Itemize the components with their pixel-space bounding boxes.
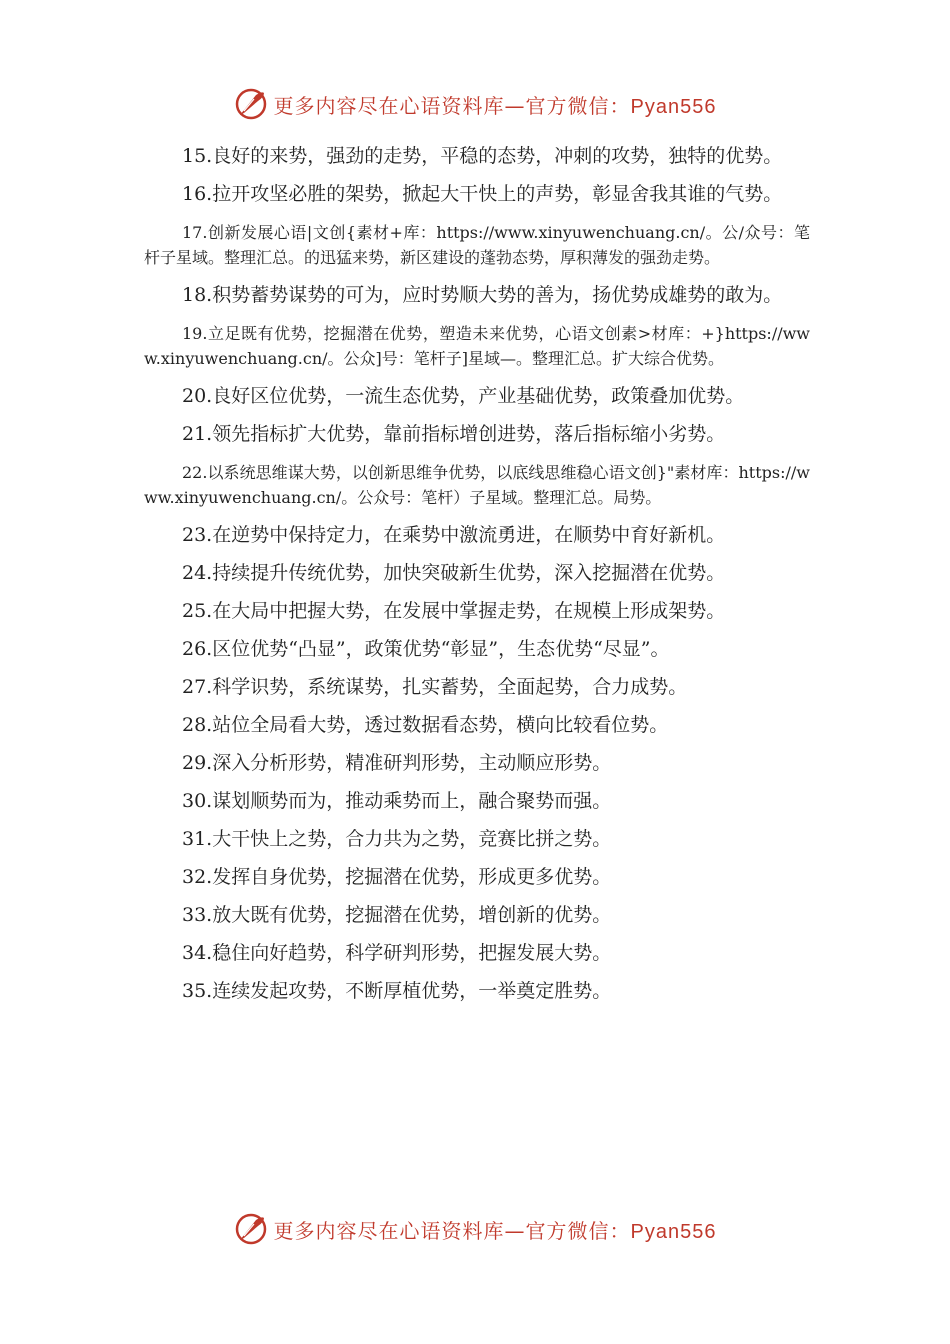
- footer-banner: [0, 1207, 950, 1251]
- footer-banner-text: 更多内容尽在心语资料库—官方微信：Pyan556: [273, 1218, 717, 1243]
- paragraph-33: 33.放大既有优势，挖掘潜在优势，增创新的优势。: [182, 904, 612, 926]
- paragraph-18: 18.积势蓄势谋势的可为，应时势顺大势的善为，扬优势成雄势的敢为。: [182, 284, 783, 306]
- quill-pen-logo-icon: [234, 87, 268, 121]
- paragraph-27: 27.科学识势，系统谋势，扎实蓄势，全面起势，合力成势。: [182, 676, 688, 698]
- paragraph-19: 19.立足既有优势，挖掘潜在优势，塑造未来优势，心语文创素>材库：+}https://www.xinyuwenchuang.cn/。公众]号：笔杆子]星域—。整理汇总。扩大综合优势。: [144, 324, 810, 368]
- paragraph-24: 24.持续提升传统优势，加快突破新生优势，深入挖掘潜在优势。: [182, 562, 726, 584]
- header-banner-text: 更多内容尽在心语资料库—官方微信：Pyan556: [273, 93, 717, 118]
- paragraph-17: 17.创新发展心语|文创{素材+库：https://www.xinyuwenchuang.cn/。公/众号：笔杆子星域。整理汇总。的迅猛来势，新区建设的蓬勃态势，厚积薄发的强劲走势。: [144, 223, 810, 267]
- paragraph-15: 15.良好的来势，强劲的走势，平稳的态势，冲刺的攻势，独特的优势。: [182, 145, 783, 167]
- paragraph-25: 25.在大局中把握大势，在发展中掌握走势，在规模上形成架势。: [182, 600, 726, 622]
- paragraph-26: 26.区位优势“凸显”，政策优势“彰显”，生态优势“尽显”。: [182, 638, 670, 660]
- paragraph-20: 20.良好区位优势，一流生态优势，产业基础优势，政策叠加优势。: [182, 385, 745, 407]
- paragraph-31: 31.大干快上之势，合力共为之势，竞赛比拼之势。: [182, 828, 612, 850]
- paragraph-30: 30.谋划顺势而为，推动乘势而上，融合聚势而强。: [182, 790, 612, 812]
- document-body: [144, 144, 810, 1017]
- footer-wechat-id: Pyan556: [630, 1220, 717, 1243]
- paragraph-34: 34.稳住向好趋势，科学研判形势，把握发展大势。: [182, 942, 612, 964]
- header-banner: [0, 82, 950, 126]
- paragraph-29: 29.深入分析形势，精准研判形势，主动顺应形势。: [182, 752, 612, 774]
- paragraph-28: 28.站位全局看大势，透过数据看态势，横向比较看位势。: [182, 714, 669, 736]
- paragraph-22: 22.以系统思维谋大势，以创新思维争优势，以底线思维稳心语文创}"素材库：https://www.xinyuwenchuang.cn/。公众号：笔杆）子星域。整理汇总。局势。: [144, 463, 810, 507]
- paragraph-35: 35.连续发起攻势，不断厚植优势，一举奠定胜势。: [182, 980, 612, 1002]
- paragraph-16: 16.拉开攻坚必胜的架势，掀起大干快上的声势，彰显舍我其谁的气势。: [182, 183, 783, 205]
- paragraph-32: 32.发挥自身优势，挖掘潜在优势，形成更多优势。: [182, 866, 612, 888]
- paragraph-21: 21.领先指标扩大优势，靠前指标增创进势，落后指标缩小劣势。: [182, 423, 726, 445]
- header-wechat-id: Pyan556: [630, 95, 717, 118]
- quill-pen-logo-icon: [234, 1212, 268, 1246]
- paragraph-23: 23.在逆势中保持定力，在乘势中激流勇进，在顺势中育好新机。: [182, 524, 726, 546]
